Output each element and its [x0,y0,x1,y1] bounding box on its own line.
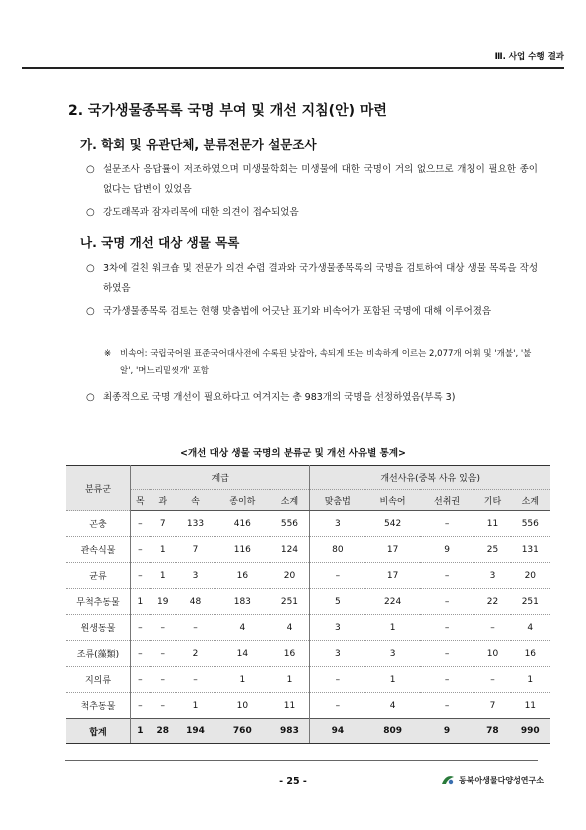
column-header: 목 [131,490,150,511]
page-number: - 25 - [279,776,307,787]
table-cell: 542 [365,511,419,537]
table-cell: 17 [365,563,419,589]
table-cell: 194 [176,719,215,744]
table-cell: 9 [420,719,474,744]
column-header: 기타 [474,490,510,511]
table-row [66,537,550,563]
table-cell: – [131,641,150,667]
reference-mark-icon: ※ [104,349,112,359]
rank-header: 계급 [131,466,310,490]
table-cell: 1 [365,667,419,693]
circle-bullet-icon: ○ [86,306,95,317]
list-item-text: 최종적으로 국명 개선이 필요하다고 여겨지는 총 983개의 국명을 선정하였음(부록 3) [103,392,456,403]
list-item-text: 국가생물종목록 검토는 현행 맞춤법에 어긋난 표기와 비속어가 포함된 국명에 대해 이루어졌음 [103,306,492,317]
list-item [86,203,538,223]
table-cell: 1 [365,615,419,641]
table-cell: 1 [150,563,176,589]
table-cell: 4 [215,615,269,641]
table-cell: 4 [270,615,310,641]
column-header: 과 [150,490,176,511]
institute-branding [441,774,544,786]
table-cell: – [420,667,474,693]
table-cell: 1 [131,719,150,744]
table-cell: 133 [176,511,215,537]
table-cell: – [176,667,215,693]
group-cell: 조류(藻類) [66,641,131,667]
table-row [66,589,550,615]
table-cell: 3 [310,615,366,641]
table-cell: 20 [270,563,310,589]
table-cell: 28 [150,719,176,744]
list-item [86,388,538,408]
table-cell: – [131,511,150,537]
group-cell: 척추동물 [66,693,131,719]
table-cell: 1 [131,589,150,615]
column-header: 속 [176,490,215,511]
table-cell: 3 [474,563,510,589]
table-cell: 3 [310,641,366,667]
subsection-b-title: 나. 국명 개선 대상 생물 목록 [80,235,240,250]
circle-bullet-icon: ○ [86,164,95,175]
table-cell: 16 [270,641,310,667]
group-cell: 무척추동물 [66,589,131,615]
column-header: 소계 [270,490,310,511]
total-row [66,719,550,744]
column-header: 소계 [511,490,550,511]
table-cell: 251 [511,589,550,615]
table-cell: 556 [511,511,550,537]
table-cell: 48 [176,589,215,615]
table-cell: 124 [270,537,310,563]
table-cell: – [420,589,474,615]
table-cell: – [131,615,150,641]
column-header: 종이하 [215,490,269,511]
list-item [86,302,538,322]
table-row [66,693,550,719]
table-cell: 7 [176,537,215,563]
footnote-text: 비속어: 국립국어원 표준국어대사전에 수록된 낮잡아, 속되게 또는 비속하게 이르는 2,077개 어휘 및 '개불', '불알', '며느리밑씻개' 포함 [120,349,532,376]
table-row [66,667,550,693]
table-cell: 11 [474,511,510,537]
table-cell: 94 [310,719,366,744]
group-cell: 원생동물 [66,615,131,641]
table-row [66,511,550,537]
group-cell: 지의류 [66,667,131,693]
table-cell: 7 [150,511,176,537]
table-cell: – [420,615,474,641]
table-cell: – [474,667,510,693]
table-cell: – [420,563,474,589]
table-cell: 224 [365,589,419,615]
table-cell: 78 [474,719,510,744]
chapter-header: Ⅲ. 사업 수행 결과 [494,52,564,62]
table-cell: 760 [215,719,269,744]
table-cell: – [420,511,474,537]
table-cell: – [176,615,215,641]
table-cell: 16 [511,641,550,667]
table-cell: 3 [365,641,419,667]
reason-header: 개선사유(중복 사유 있음) [310,466,550,490]
table-cell: 3 [310,511,366,537]
table-cell: 1 [150,537,176,563]
table-cell: 990 [511,719,550,744]
table-cell: 809 [365,719,419,744]
table-cell: 5 [310,589,366,615]
circle-bullet-icon: ○ [86,263,95,274]
table-cell: – [150,667,176,693]
table-cell: – [150,615,176,641]
table-cell: 4 [511,615,550,641]
table-cell: 19 [150,589,176,615]
table-row [66,615,550,641]
subsection-a-title: 가. 학회 및 유관단체, 분류전문가 설문조사 [80,137,317,152]
table-cell: – [150,641,176,667]
table-cell: 1 [270,667,310,693]
table-cell: – [131,563,150,589]
list-item-text: 강도래목과 잠자리목에 대한 의견이 접수되었음 [103,207,299,218]
table-cell: 416 [215,511,269,537]
table-cell: 16 [215,563,269,589]
table-cell: 17 [365,537,419,563]
table-cell: – [131,667,150,693]
header-divider [22,67,564,69]
table-cell: 20 [511,563,550,589]
statistics-table [66,465,550,744]
table-cell: 116 [215,537,269,563]
section-title: 2. 국가생물종목록 국명 부여 및 개선 지침(안) 마련 [68,103,387,119]
table-cell: 7 [474,693,510,719]
table-cell: 11 [270,693,310,719]
table-cell: 4 [365,693,419,719]
column-header: 비속어 [365,490,419,511]
list-item [86,259,538,299]
list-item-text: 설문조사 응답률이 저조하였으며 미생물학회는 미생물에 대한 국명이 거의 없으므로 개칭이 필요한 종이 없다는 답변이 있었음 [103,164,538,195]
table-cell: 1 [176,693,215,719]
table-cell: 10 [474,641,510,667]
circle-bullet-icon: ○ [86,392,95,403]
column-header: 선취권 [420,490,474,511]
table-cell: 25 [474,537,510,563]
circle-bullet-icon: ○ [86,207,95,218]
table-cell: – [150,693,176,719]
table-cell: 131 [511,537,550,563]
table-cell: – [420,693,474,719]
footnote [104,346,538,380]
list-item-text: 3차에 걸친 워크숍 및 전문가 의견 수렴 결과와 국가생물종목록의 국명을 검토하여 대상 생물 목록을 작성하였음 [103,263,538,294]
table-cell: – [310,563,366,589]
table-cell: 183 [215,589,269,615]
table-cell: 80 [310,537,366,563]
table-cell: 11 [511,693,550,719]
table-cell: 1 [511,667,550,693]
table-row [66,641,550,667]
group-cell: 관속식물 [66,537,131,563]
footer-divider [65,760,538,761]
table-cell: 3 [176,563,215,589]
group-header: 분류군 [66,466,131,511]
table-cell: 10 [215,693,269,719]
table-cell: 9 [420,537,474,563]
table-cell: 556 [270,511,310,537]
table-cell: 1 [215,667,269,693]
table-cell: 983 [270,719,310,744]
table-caption: <개선 대상 생물 국명의 분류군 및 개선 사유별 통계> [180,448,406,459]
total-label: 합계 [66,719,131,744]
institute-logo-icon [441,774,455,786]
table-cell: – [474,615,510,641]
column-header: 맞춤법 [310,490,366,511]
table-cell: 14 [215,641,269,667]
group-cell: 곤충 [66,511,131,537]
institute-name: 동북아생물다양성연구소 [458,775,544,785]
table-cell: 2 [176,641,215,667]
table-cell: – [420,641,474,667]
group-cell: 균류 [66,563,131,589]
table-row [66,563,550,589]
table-cell: – [131,693,150,719]
table-cell: – [310,667,366,693]
table-cell: – [131,537,150,563]
table-cell: 251 [270,589,310,615]
table-cell: – [310,693,366,719]
list-item [86,160,538,200]
table-cell: 22 [474,589,510,615]
